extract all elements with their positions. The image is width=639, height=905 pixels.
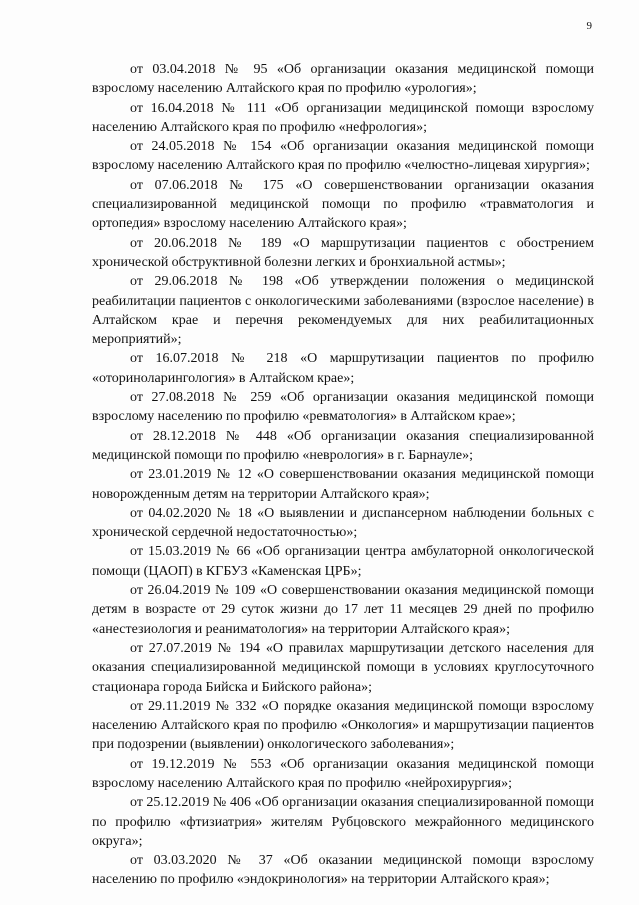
order-item: от 07.06.2018 № 175 «О совершенствовании организации оказания специализированной медицинской помощи по профилю «травматология и ортопедия» взрослому населению Алтайского края»; <box>92 177 594 232</box>
order-item: от 27.07.2019 № 194 «О правилах маршрутизации детского населения для оказания специализированной медицинской помощи в условиях круглосуточного стационара города Бийска и Бийского района»; <box>92 640 594 695</box>
order-item: от 29.11.2019 № 332 «О порядке оказания медицинской помощи взрослому населению Алтайского края по профилю «Онкология» и маршрутизации пациентов при подозрении (выявлении) онкологического заболевания»; <box>92 698 594 753</box>
order-item: от 28.12.2018 № 448 «Об организации оказания специализированной медицинской помощи по профилю «неврология» в г. Барнауле»; <box>92 428 594 463</box>
order-item: от 29.06.2018 № 198 «Об утверждении положения о медицинской реабилитации пациентов с онкологическими заболеваниями (взрослое население) в Алтайском крае и перечня рекомендуемых для них реабилитационных мероприятий»; <box>92 274 594 348</box>
order-item: от 04.02.2020 № 18 «О выявлении и диспансерном наблюдении больных с хронической сердечной недостаточностью»; <box>92 505 594 541</box>
page-number: 9 <box>586 20 592 32</box>
order-item: от 26.04.2019 № 109 «О совершенствовании оказания медицинской помощи детям в возрасте от 29 суток жизни до 17 лет 11 месяцев 29 дней по профилю «анестезиология и реаниматология» на территории Алтайского края»; <box>92 583 594 637</box>
order-item: от 16.04.2018 № 111 «Об организации медицинской помощи взрослому населению Алтайского края по профилю «нефрология»; <box>92 100 594 135</box>
order-item: от 25.12.2019 № 406 «Об организации оказания специализированной помощи по профилю «фтизиатрия» жителям Рубцовского межрайонного медицинского округа»; <box>92 795 594 849</box>
order-item: от 15.03.2019 № 66 «Об организации центра амбулаторной онкологической помощи (ЦАОП) в КГБУЗ «Каменская ЦРБ»; <box>92 544 594 579</box>
order-item: от 20.06.2018 № 189 «О маршрутизации пациентов с обострением хронической обструктивной болезни легких и бронхиальной астмы»; <box>92 235 594 270</box>
order-item: от 23.01.2019 № 12 «О совершенствовании оказания медицинской помощи новорожденным детям на территории Алтайского края»; <box>92 467 594 502</box>
order-list <box>92 60 594 890</box>
order-item: от 03.03.2020 № 37 «Об оказании медицинской помощи взрослому населению по профилю «эндокринология» на территории Алтайского края»; <box>92 853 594 888</box>
order-item: от 16.07.2018 № 218 «О маршрутизации пациентов по профилю «оториноларингология» в Алтайском крае»; <box>92 351 594 386</box>
order-item: от 24.05.2018 № 154 «Об организации оказания медицинской помощи взрослому населению Алтайского края по профилю «челюстно-лицевая хирургия»; <box>92 139 594 174</box>
order-item: от 27.08.2018 № 259 «Об организации оказания медицинской помощи взрослому населению по профилю «ревматология» в Алтайском крае»; <box>92 390 594 425</box>
order-item: от 19.12.2019 № 553 «Об организации оказания медицинской помощи взрослому населению Алтайского края по профилю «нейрохирургия»; <box>92 756 594 791</box>
order-item: от 03.04.2018 № 95 «Об организации оказания медицинской помощи взрослому населению Алтайского края по профилю «урология»; <box>92 62 594 97</box>
